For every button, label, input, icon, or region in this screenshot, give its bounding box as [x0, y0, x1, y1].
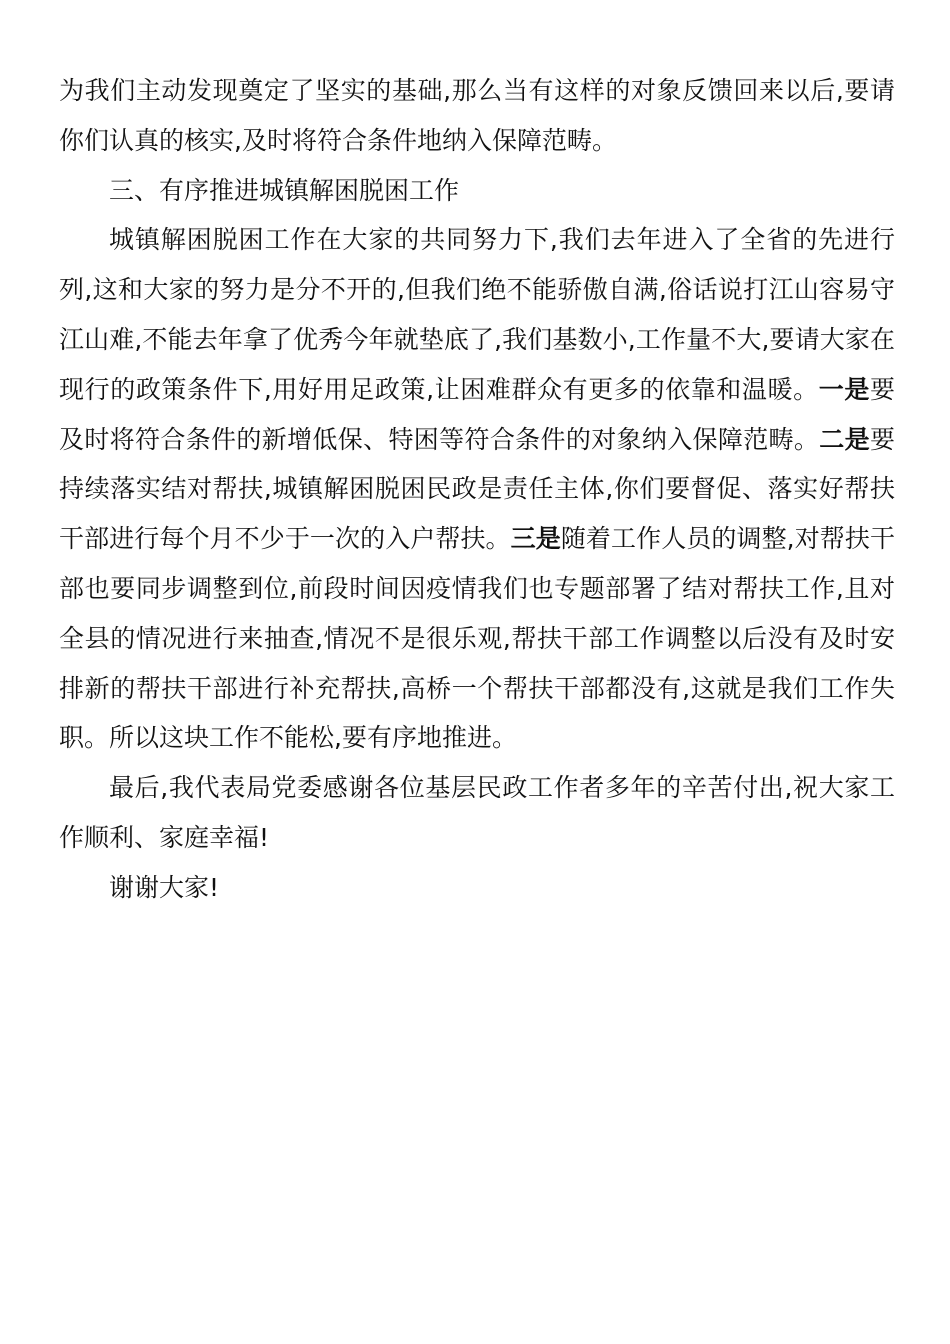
paragraph-continuation: 为我们主动发现奠定了坚实的基础,那么当有这样的对象反馈回来以后,要请你们认真的核实,及时将符合条件地纳入保障范畴。 — [59, 76, 895, 155]
document-page — [59, 66, 895, 913]
closing-paragraph: 最后,我代表局党委感谢各位基层民政工作者多年的辛苦付出,祝大家工作顺利、家庭幸福! — [59, 773, 895, 852]
section-heading: 三、有序推进城镇解困脱困工作 — [109, 175, 460, 205]
paragraph-intro: 城镇解困脱困工作在大家的共同努力下,我们去年进入了全省的先进行列,这和大家的努力是分不开的,但我们绝不能骄傲自满,俗话说打江山容易守江山难,不能去年拿了优秀今年就垫底了,我们基数小,工作量不大,要请大家在现行的政策条件下,用好用足政策,让困难群众有更多的依靠和温暖。 — [59, 225, 895, 404]
point-one-text: 要及时将符合条件的新增低保、特困等符合条件的对象纳入保障范畴。 — [59, 374, 895, 454]
point-two-label: 二是 — [819, 424, 870, 454]
point-three-label: 三是 — [510, 524, 561, 554]
point-three-text: 随着工作人员的调整,对帮扶干部也要同步调整到位,前段时间因疫情我们也专题部署了结对帮扶工作,且对全县的情况进行来抽查,情况不是很乐观,帮扶干部工作调整以后没有及时安排新的帮扶干部进行补充帮扶,高桥一个帮扶干部都没有,这就是我们工作失职。所以这块工作不能松,要有序地推进。 — [59, 524, 895, 753]
point-two-text: 要持续落实结对帮扶,城镇解困脱困民政是责任主体,你们要督促、落实好帮扶干部进行每个月不少于一次的入户帮扶。 — [59, 424, 895, 554]
thanks-line: 谢谢大家! — [109, 872, 220, 902]
paragraph-urban-relief — [59, 215, 895, 763]
point-one-label: 一是 — [818, 374, 870, 404]
